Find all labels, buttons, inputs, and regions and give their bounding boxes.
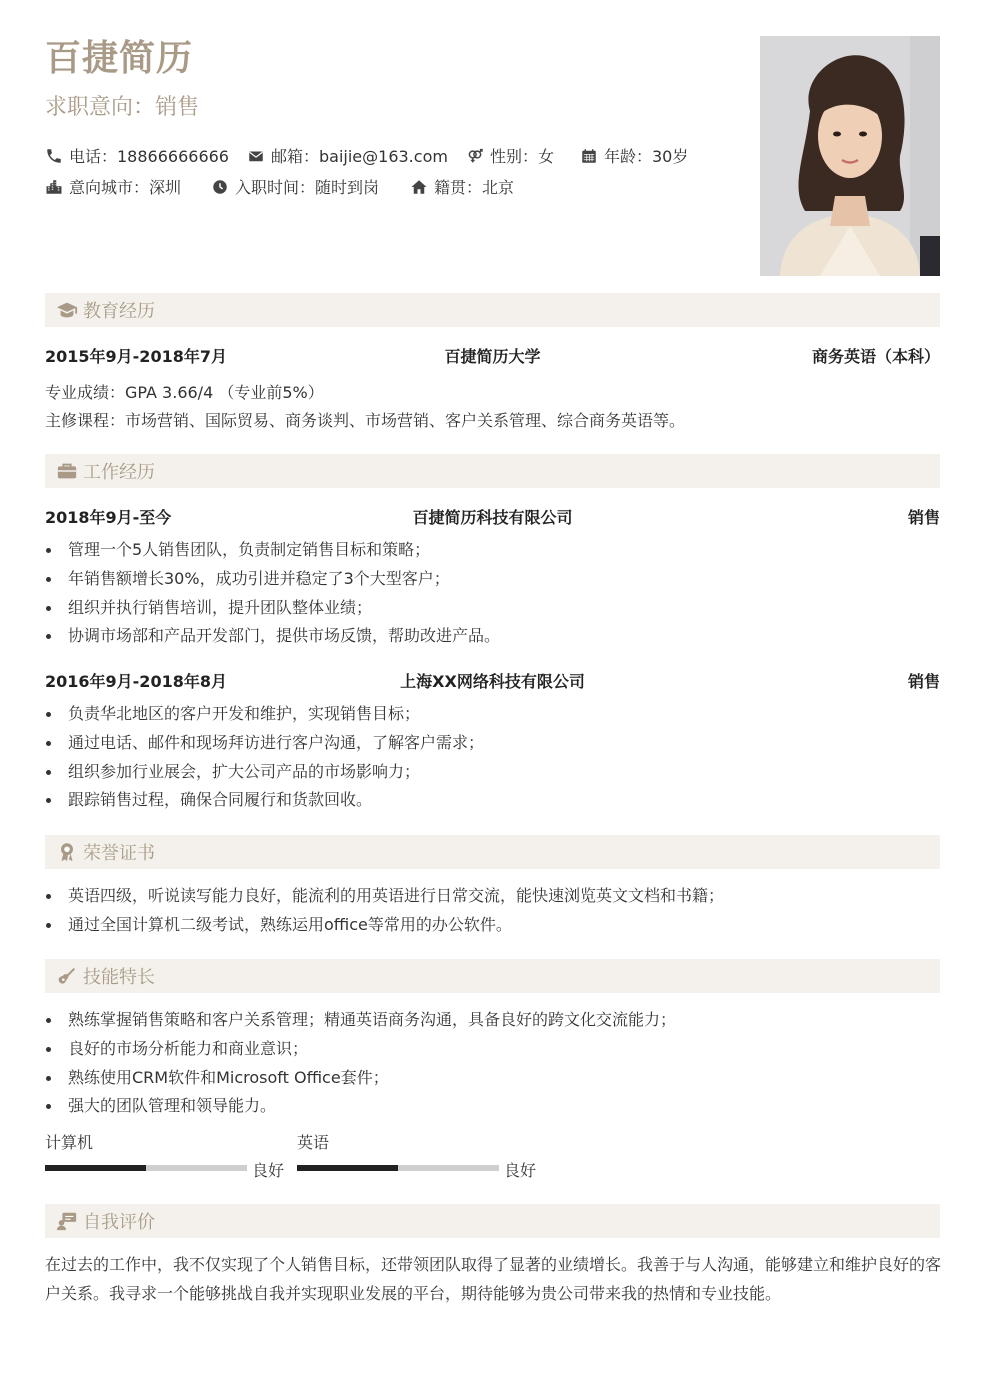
calendar-icon: [580, 147, 598, 165]
skill-bar-label: 英语: [297, 1133, 330, 1152]
skills-list: [45, 1006, 940, 1121]
honors-list: [45, 882, 940, 940]
education-period: 2015年9月-2018年7月: [45, 347, 227, 366]
job-intent: 求职意向：销售: [45, 95, 200, 120]
work-role: 销售: [907, 508, 940, 527]
skill-bar-fill: [297, 1165, 398, 1171]
info-phone: [45, 144, 229, 167]
info-gender: [466, 144, 554, 167]
section-work-title: 工作经历: [83, 462, 155, 483]
section-education-title: 教育经历: [83, 301, 155, 322]
list-item: 组织并执行销售培训，提升团队整体业绩；: [45, 594, 940, 623]
education-row: [45, 344, 940, 368]
info-origin: [410, 175, 514, 198]
skill-bar-level: 良好: [504, 1161, 537, 1180]
graduation-cap-icon: [56, 299, 78, 321]
work-row: [45, 669, 940, 693]
list-item: 熟练掌握销售策略和客户关系管理；精通英语商务沟通，具备良好的跨文化交流能力；: [45, 1006, 940, 1035]
list-item: 年销售额增长30%，成功引进并稳定了3个大型客户；: [45, 565, 940, 594]
info-email: [247, 144, 448, 167]
skill-bar-level: 良好: [252, 1161, 285, 1180]
info-city-text: 意向城市：深圳: [69, 178, 182, 197]
list-item: 英语四级，听说读写能力良好，能流利的用英语进行日常交流，能快速浏览英文文档和书籍；: [45, 882, 940, 911]
section-honors-header: [45, 835, 940, 869]
info-origin-text: 籍贯：北京: [434, 178, 515, 197]
skill-bar-fill: [45, 1165, 146, 1171]
work-role: 销售: [907, 672, 940, 691]
info-age-text: 年龄：30岁: [604, 147, 689, 166]
work-row: [45, 505, 940, 529]
city-icon: [45, 178, 63, 196]
list-item: 组织参加行业展会，扩大公司产品的市场影响力；: [45, 758, 940, 787]
info-gender-text: 性别：女: [490, 147, 555, 166]
self-evaluation-text: 在过去的工作中，我不仅实现了个人销售目标，还带领团队取得了显著的业绩增长。我善于与人沟通，能够建立和维护良好的客户关系。我寻求一个能够挑战自我并实现职业发展的平台，期待能够为贵公司带来我的热情和专业技能。: [45, 1255, 942, 1303]
info-start: [211, 175, 379, 198]
resume-name: 百捷简历: [45, 38, 194, 79]
award-icon: [56, 841, 78, 863]
work-period: 2018年9月-至今: [45, 508, 172, 527]
work-period: 2016年9月-2018年8月: [45, 672, 227, 691]
info-city: [45, 175, 181, 198]
info-age: [580, 144, 688, 167]
clock-icon: [211, 178, 229, 196]
skill-bar-computer: [45, 1165, 247, 1171]
education-courses: 主修课程：市场营销、国际贸易、商务谈判、市场营销、客户关系管理、综合商务英语等。: [45, 411, 686, 430]
gender-icon: [466, 147, 484, 165]
section-education-header: [45, 293, 940, 327]
chat-person-icon: [56, 1210, 78, 1232]
info-phone-text: 电话：18866666666: [69, 147, 229, 166]
list-item: 负责华北地区的客户开发和维护，实现销售目标；: [45, 700, 940, 729]
education-gpa: 专业成绩：GPA 3.66/4 （专业前5%）: [45, 383, 324, 402]
list-item: 管理一个5人销售团队，负责制定销售目标和策略；: [45, 536, 940, 565]
list-item: 跟踪销售过程，确保合同履行和货款回收。: [45, 786, 940, 815]
list-item: 熟练使用CRM软件和Microsoft Office套件；: [45, 1064, 940, 1093]
education-school: 百捷简历大学: [444, 347, 541, 366]
work-company: 百捷简历科技有限公司: [412, 508, 573, 527]
phone-icon: [45, 147, 63, 165]
section-honors-title: 荣誉证书: [83, 843, 155, 864]
home-icon: [410, 178, 428, 196]
section-skills-header: [45, 959, 940, 993]
work-company: 上海XX网络科技有限公司: [400, 672, 585, 691]
section-skills-title: 技能特长: [83, 967, 155, 988]
section-self-header: [45, 1204, 940, 1238]
list-item: 强大的团队管理和领导能力。: [45, 1092, 940, 1121]
list-item: 协调市场部和产品开发部门，提供市场反馈，帮助改进产品。: [45, 622, 940, 651]
section-work-header: [45, 454, 940, 488]
mail-icon: [247, 147, 265, 165]
skill-bar-english: [297, 1165, 499, 1171]
section-self-title: 自我评价: [83, 1212, 155, 1233]
briefcase-icon: [56, 460, 78, 482]
info-start-text: 入职时间：随时到岗: [235, 178, 380, 197]
work-duties-list: [45, 536, 940, 651]
info-email-text: 邮箱：baijie@163.com: [271, 147, 448, 166]
education-major: 商务英语（本科）: [811, 347, 940, 366]
profile-photo: [760, 36, 940, 276]
list-item: 通过电话、邮件和现场拜访进行客户沟通，了解客户需求；: [45, 729, 940, 758]
list-item: 通过全国计算机二级考试，熟练运用office等常用的办公软件。: [45, 911, 940, 940]
skill-bar-label: 计算机: [45, 1133, 94, 1152]
list-item: 良好的市场分析能力和商业意识；: [45, 1035, 940, 1064]
work-duties-list: [45, 700, 940, 815]
guitar-icon: [56, 965, 78, 987]
